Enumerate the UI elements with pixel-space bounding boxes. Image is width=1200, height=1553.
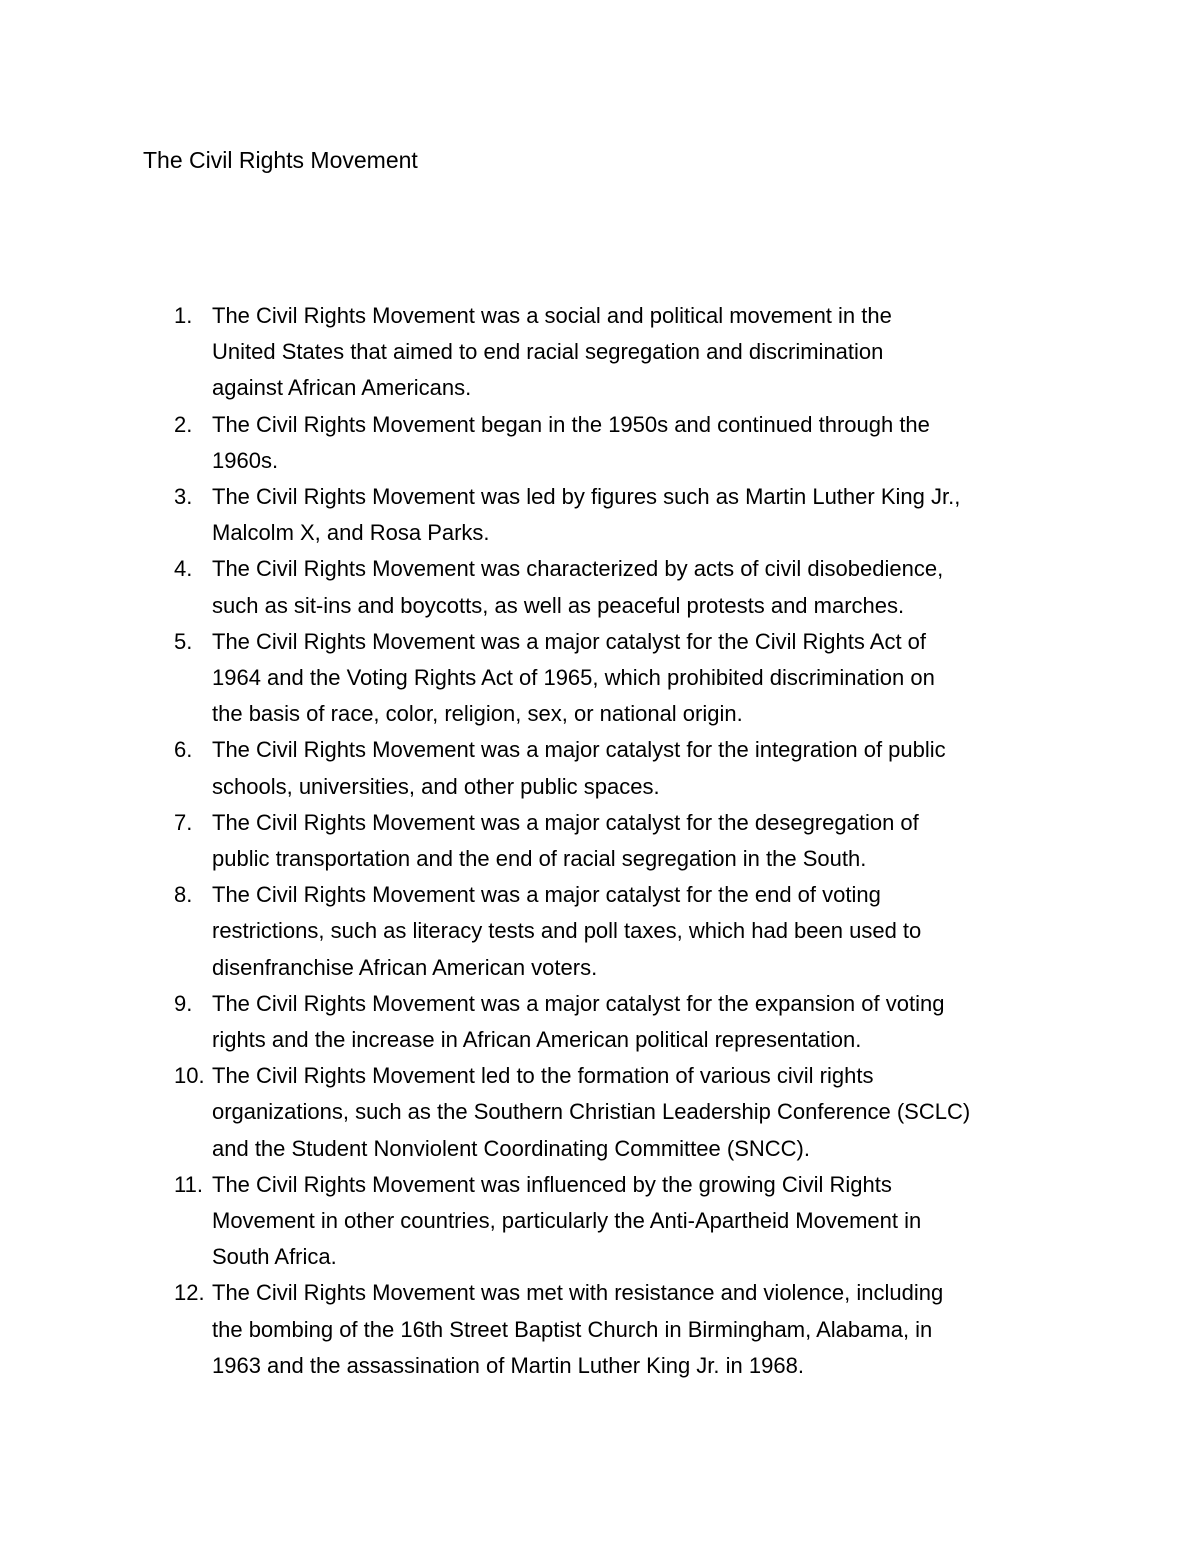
list-item-line: The Civil Rights Movement was characterized by acts of civil disobedience, (212, 556, 944, 582)
list-item (0, 986, 1200, 1058)
list-item-number: 7. (174, 809, 193, 835)
list-item-line: restrictions, such as literacy tests and poll taxes, which had been used to (212, 918, 922, 944)
list-item (0, 624, 1200, 733)
list-item (0, 805, 1200, 877)
list-item-number: 2. (174, 411, 193, 437)
list-item-line: such as sit-ins and boycotts, as well as peaceful protests and marches. (212, 592, 905, 618)
list-item-line: The Civil Rights Movement began in the 1950s and continued through the (212, 411, 930, 437)
list-item-number: 6. (174, 737, 193, 763)
list-item (0, 407, 1200, 479)
list-item (0, 1058, 1200, 1167)
list-item-line: and the Student Nonviolent Coordinating Committee (SNCC). (212, 1135, 810, 1161)
list-item-line: The Civil Rights Movement was a major catalyst for the Civil Rights Act of (212, 628, 927, 654)
list-item-line: 1964 and the Voting Rights Act of 1965, which prohibited discrimination on (212, 665, 935, 691)
list-item-number: 10. (174, 1063, 205, 1089)
list-item-number: 11. (174, 1171, 203, 1197)
list-item-number: 3. (174, 484, 193, 510)
list-item (0, 877, 1200, 986)
list-item (0, 1167, 1200, 1276)
list-item-number: 8. (174, 882, 193, 908)
list-item (0, 1275, 1200, 1384)
document-title: The Civil Rights Movement (143, 147, 418, 173)
list-item-line: schools, universities, and other public spaces. (212, 773, 660, 799)
list-item-line: organizations, such as the Southern Christian Leadership Conference (SCLC) (212, 1099, 971, 1125)
list-item-line: The Civil Rights Movement was influenced by the growing Civil Rights (212, 1171, 892, 1197)
list-item-number: 5. (174, 628, 193, 654)
list-item-line: the bombing of the 16th Street Baptist Church in Birmingham, Alabama, in (212, 1316, 933, 1342)
list-item-line: The Civil Rights Movement led to the formation of various civil rights (212, 1063, 874, 1089)
list-item-line: The Civil Rights Movement was a social and political movement in the (212, 303, 892, 328)
list-item-number: 12. (174, 1280, 205, 1306)
list-item-line: The Civil Rights Movement was led by figures such as Martin Luther King Jr., (212, 484, 961, 510)
list-item-line: The Civil Rights Movement was a major catalyst for the desegregation of (212, 809, 919, 835)
list-item-line: the basis of race, color, religion, sex, or national origin. (212, 701, 743, 727)
list-item-number: 9. (174, 990, 193, 1016)
list-item-line: United States that aimed to end racial segregation and discrimination (212, 339, 884, 365)
list-item-line: Malcolm X, and Rosa Parks. (212, 520, 490, 546)
list-item-line: against African Americans. (212, 375, 472, 401)
list-item (0, 551, 1200, 623)
list-item-line: The Civil Rights Movement was met with resistance and violence, including (212, 1280, 944, 1306)
numbered-list (0, 298, 1200, 1384)
list-item-line: 1963 and the assassination of Martin Luther King Jr. in 1968. (212, 1352, 804, 1378)
list-item-line: 1960s. (212, 447, 279, 473)
list-item-line: The Civil Rights Movement was a major catalyst for the integration of public (212, 737, 946, 763)
list-item-line: disenfranchise African American voters. (212, 954, 598, 980)
list-item-line: rights and the increase in African American political representation. (212, 1027, 862, 1053)
list-item-line: The Civil Rights Movement was a major catalyst for the expansion of voting (212, 990, 945, 1016)
list-item (0, 732, 1200, 804)
list-item-number: 4. (174, 556, 193, 582)
list-item-number: 1. (174, 303, 193, 328)
list-item-line: The Civil Rights Movement was a major catalyst for the end of voting (212, 882, 881, 908)
list-item (0, 298, 1200, 407)
list-item (0, 479, 1200, 551)
list-item-line: public transportation and the end of racial segregation in the South. (212, 846, 867, 872)
list-item-line: Movement in other countries, particularly the Anti-Apartheid Movement in (212, 1208, 922, 1234)
list-item-line: South Africa. (212, 1244, 337, 1270)
